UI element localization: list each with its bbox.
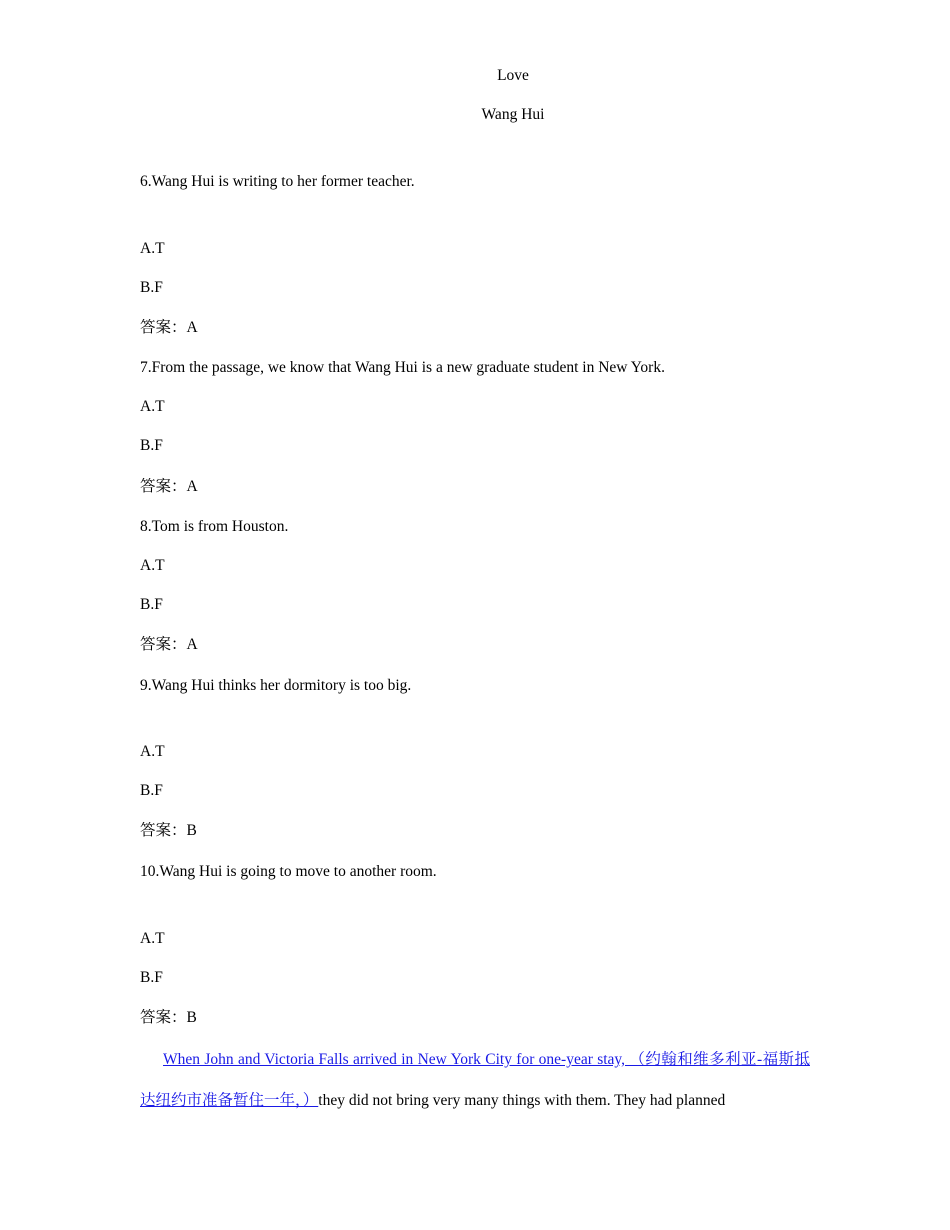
question-6-option-b: B.F	[140, 279, 163, 296]
question-8: 8.Tom is from Houston.	[140, 518, 289, 535]
document-author: Wang Hui	[481, 106, 545, 123]
question-8-option-b: B.F	[140, 596, 163, 613]
question-7: 7.From the passage, we know that Wang Hui is a new graduate student in New York.	[140, 359, 665, 376]
question-6-option-a: A.T	[140, 240, 165, 257]
question-8-answer: 答案：A	[140, 636, 198, 653]
question-10-option-a: A.T	[140, 930, 165, 947]
question-7-answer: 答案：A	[140, 478, 198, 495]
question-9-option-b: B.F	[140, 782, 163, 799]
question-10-answer: 答案：B	[140, 1009, 197, 1026]
question-9: 9.Wang Hui thinks her dormitory is too big.	[140, 677, 412, 694]
question-7-option-a: A.T	[140, 398, 165, 415]
question-10-option-b: B.F	[140, 969, 163, 986]
passage-paragraph	[140, 1039, 810, 1121]
question-9-option-a: A.T	[140, 743, 165, 760]
question-8-option-a: A.T	[140, 557, 165, 574]
question-9-answer: 答案：B	[140, 822, 197, 839]
question-6: 6.Wang Hui is writing to her former teacher.	[140, 173, 415, 190]
question-10: 10.Wang Hui is going to move to another room.	[140, 863, 437, 880]
document-title: Love	[497, 67, 529, 84]
question-6-answer: 答案：A	[140, 319, 198, 336]
passage-link[interactable]: When John and Victoria Falls arrived in New York City for one-year stay, （约翰和维多利亚-福斯抵达纽约市准备暂住一年，）	[140, 1051, 810, 1109]
passage-text: they did not bring very many things with them. They had planned	[318, 1092, 726, 1109]
question-7-option-b: B.F	[140, 437, 163, 454]
